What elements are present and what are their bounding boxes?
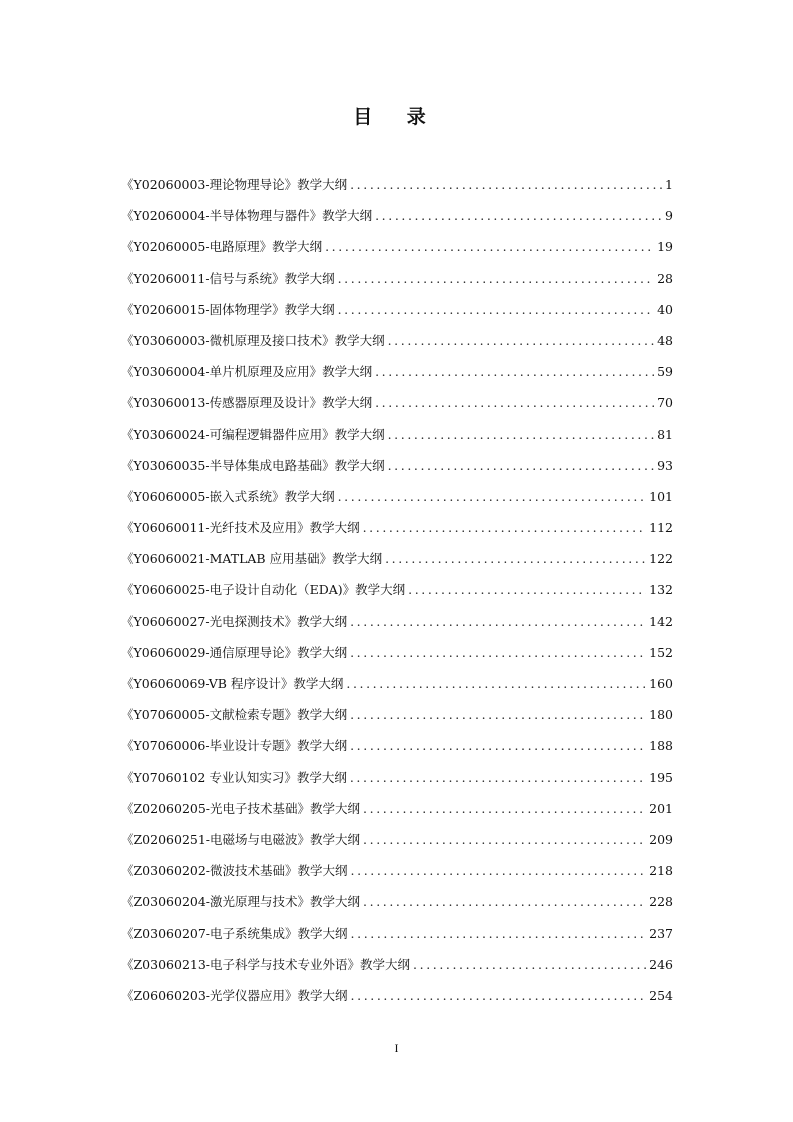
toc-entry-title: 《Y06060027-光电探测技术》教学大纲	[121, 613, 348, 629]
toc-entry-title: 《Z03060202-微波技术基础》教学大纲	[121, 863, 348, 879]
toc-entry-title: 《Y06060069-VB 程序设计》教学大纲	[121, 676, 344, 691]
dot-leader	[363, 796, 646, 822]
toc-entry-title: 《Y06060005-嵌入式系统》教学大纲	[121, 488, 335, 504]
toc-entry-page-number: 209	[649, 831, 673, 847]
toc-entry[interactable]	[121, 172, 673, 203]
dot-leader	[350, 702, 646, 728]
toc-entry[interactable]	[121, 484, 673, 515]
toc-entry[interactable]	[121, 921, 673, 952]
dot-leader	[408, 577, 646, 603]
toc-entry-page-number: 59	[657, 364, 673, 380]
dot-leader	[413, 952, 646, 978]
toc-entry-title: 《Y07060006-毕业设计专题》教学大纲	[121, 738, 348, 754]
toc-entry[interactable]	[121, 297, 673, 328]
toc-entry[interactable]	[121, 889, 673, 920]
toc-entry-title: 《Y03060003-微机原理及接口技术》教学大纲	[121, 332, 385, 348]
dot-leader	[351, 921, 647, 947]
dot-leader	[350, 609, 646, 635]
toc-entry[interactable]	[121, 733, 673, 764]
dot-leader	[325, 234, 654, 260]
toc-entry[interactable]	[121, 609, 673, 640]
toc-entry-title: 《Z03060204-激光原理与技术》教学大纲	[121, 894, 361, 910]
toc-entry-title: 《Y02060005-电路原理》教学大纲	[121, 239, 323, 255]
table-of-contents	[121, 172, 673, 1014]
toc-entry[interactable]	[121, 359, 673, 390]
toc-entry[interactable]	[121, 546, 673, 577]
dot-leader	[388, 422, 654, 448]
toc-entry-title: 《Y06060029-通信原理导论》教学大纲	[121, 644, 348, 660]
dot-leader	[351, 983, 647, 1009]
toc-entry-title: 《Y02060011-信号与系统》教学大纲	[121, 270, 335, 286]
dot-leader	[375, 203, 662, 229]
toc-entry-page-number: 201	[649, 800, 673, 816]
toc-entry-title: 《Y06060011-光纤技术及应用》教学大纲	[121, 520, 360, 536]
toc-entry[interactable]	[121, 858, 673, 889]
dot-leader	[338, 266, 654, 292]
toc-entry-page-number: 48	[657, 332, 673, 348]
toc-entry-title: 《Y03060024-可编程逻辑器件应用》教学大纲	[121, 426, 385, 442]
dot-leader	[346, 671, 646, 697]
dot-leader	[350, 172, 662, 198]
toc-entry[interactable]	[121, 234, 673, 265]
toc-entry[interactable]	[121, 796, 673, 827]
toc-entry-page-number: 237	[649, 925, 673, 941]
toc-entry[interactable]	[121, 702, 673, 733]
toc-entry[interactable]	[121, 671, 673, 702]
dot-leader	[363, 889, 646, 915]
toc-entry-page-number: 81	[657, 426, 673, 442]
toc-entry-title: 《Y02060004-半导体物理与器件》教学大纲	[121, 208, 373, 224]
dot-leader	[350, 733, 646, 759]
toc-entry-page-number: 180	[649, 707, 673, 723]
toc-entry-page-number: 246	[649, 956, 673, 972]
dot-leader	[375, 390, 654, 416]
toc-entry[interactable]	[121, 577, 673, 608]
toc-entry-page-number: 132	[649, 582, 673, 598]
dot-leader	[385, 546, 646, 572]
dot-leader	[375, 359, 654, 385]
toc-entry-title: 《Y06060021-MATLAB 应用基础》教学大纲	[121, 551, 383, 567]
toc-entry-page-number: 28	[657, 270, 673, 286]
toc-entry[interactable]	[121, 328, 673, 359]
toc-entry-title: 《Z02060251-电磁场与电磁波》教学大纲	[121, 831, 361, 847]
toc-entry-page-number: 254	[649, 987, 673, 1003]
toc-entry-title: 《Y03060004-单片机原理及应用》教学大纲	[121, 364, 373, 380]
toc-entry[interactable]	[121, 515, 673, 546]
dot-leader	[338, 297, 654, 323]
toc-entry-title: 《Y07060102 专业认知实习》教学大纲	[121, 769, 347, 785]
toc-entry[interactable]	[121, 390, 673, 421]
page-title: 目 录	[353, 106, 440, 128]
toc-entry-page-number: 188	[649, 738, 673, 754]
toc-entry[interactable]	[121, 765, 673, 796]
toc-entry-page-number: 142	[649, 613, 673, 629]
toc-entry-title: 《Y03060013-传感器原理及设计》教学大纲	[121, 395, 373, 411]
toc-entry-page-number: 195	[649, 769, 673, 785]
toc-entry[interactable]	[121, 422, 673, 453]
toc-entry-title: 《Y03060035-半导体集成电路基础》教学大纲	[121, 457, 385, 473]
toc-entry-page-number: 19	[657, 239, 673, 255]
dot-leader	[363, 515, 647, 541]
toc-entry-page-number: 228	[649, 894, 673, 910]
toc-entry-page-number: 93	[657, 457, 673, 473]
toc-entry-title: 《Y02060015-固体物理学》教学大纲	[121, 301, 335, 317]
toc-entry-title: 《Z03060213-电子科学与技术专业外语》教学大纲	[121, 956, 411, 972]
toc-entry-page-number: 70	[657, 395, 673, 411]
toc-entry-page-number: 152	[649, 644, 673, 660]
dot-leader	[388, 328, 654, 354]
toc-entry[interactable]	[121, 983, 673, 1014]
toc-entry-title: 《Z06060203-光学仪器应用》教学大纲	[121, 987, 348, 1003]
toc-entry-page-number: 112	[649, 520, 673, 536]
toc-entry-page-number: 160	[649, 676, 673, 691]
toc-entry[interactable]	[121, 453, 673, 484]
toc-entry-title: 《Z02060205-光电子技术基础》教学大纲	[121, 800, 361, 816]
toc-entry-page-number: 9	[665, 208, 673, 224]
dot-leader	[388, 453, 654, 479]
dot-leader	[350, 640, 646, 666]
toc-entry-title: 《Y06060025-电子设计自动化（EDA)》教学大纲	[121, 582, 406, 598]
toc-entry[interactable]	[121, 827, 673, 858]
toc-entry[interactable]	[121, 203, 673, 234]
page-number: I	[394, 1041, 399, 1055]
toc-entry-page-number: 122	[649, 551, 673, 567]
toc-entry[interactable]	[121, 640, 673, 671]
toc-entry[interactable]	[121, 952, 673, 983]
dot-leader	[350, 765, 646, 791]
toc-entry[interactable]	[121, 266, 673, 297]
dot-leader	[363, 827, 646, 853]
toc-entry-title: 《Z03060207-电子系统集成》教学大纲	[121, 925, 348, 941]
dot-leader	[351, 858, 647, 884]
toc-entry-title: 《Y02060003-理论物理导论》教学大纲	[121, 177, 348, 192]
toc-entry-title: 《Y07060005-文献检索专题》教学大纲	[121, 707, 348, 723]
toc-entry-page-number: 1	[665, 177, 673, 192]
toc-entry-page-number: 218	[649, 863, 673, 879]
toc-entry-page-number: 101	[649, 488, 673, 504]
dot-leader	[338, 484, 647, 510]
toc-entry-page-number: 40	[657, 301, 673, 317]
